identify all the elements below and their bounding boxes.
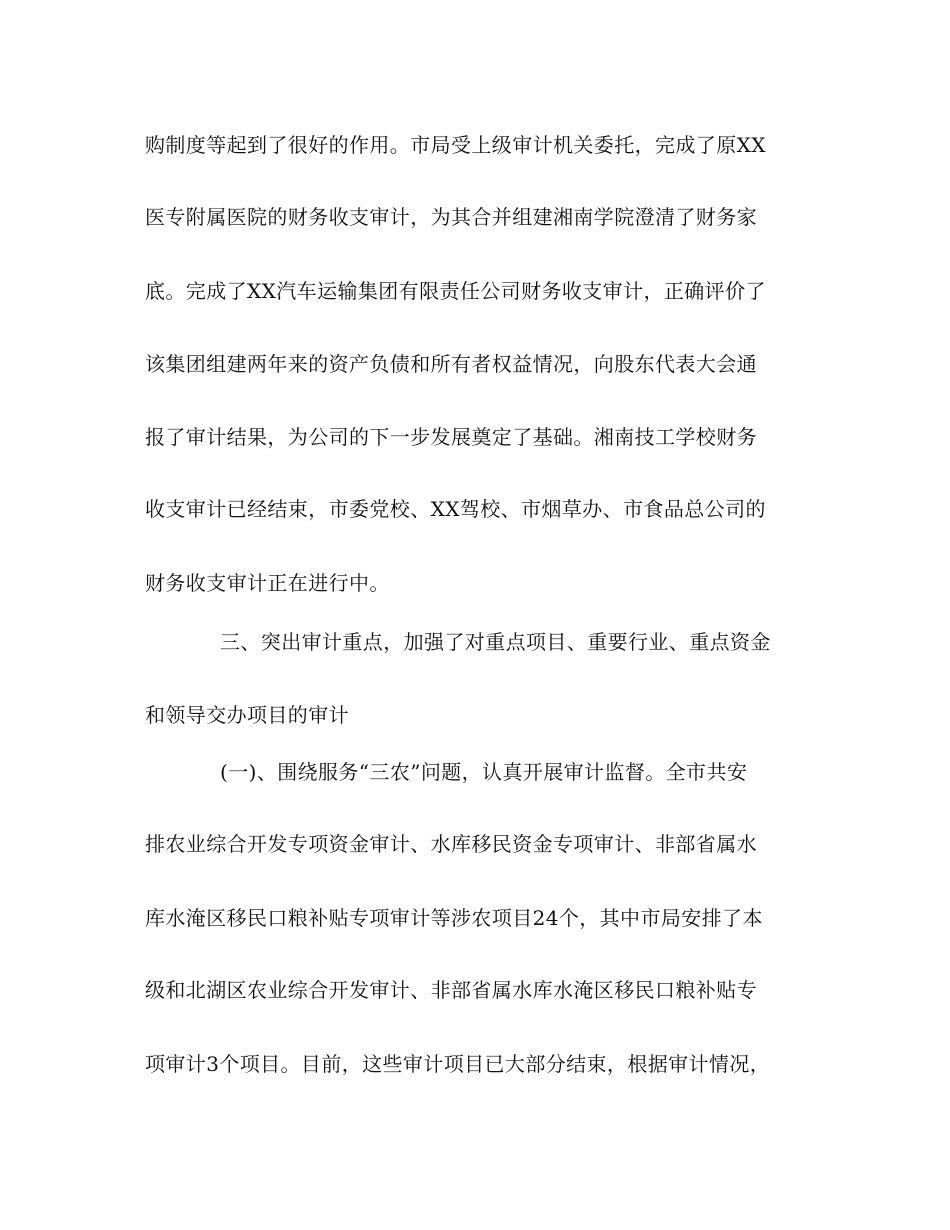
section-heading-line: 三、突出审计重点，加强了对重点项目、重要行业、重点资金 — [220, 630, 771, 654]
body-text-line: 库水淹区移民口粮补贴专项审计等涉农项目24个，其中市局安排了本 — [145, 906, 763, 930]
body-text-line: 医专附属医院的财务收支审计，为其合并组建湘南学院澄清了财务家 — [145, 205, 757, 229]
body-text-line: 报了审计结果，为公司的下一步发展奠定了基础。湘南技工学校财务 — [145, 425, 757, 449]
body-text-line: 收支审计已经结束，市委党校、XX驾校、市烟草办、市食品总公司的 — [145, 497, 766, 521]
body-text-line: 项审计3个项目。目前，这些审计项目已大部分结束，根据审计情况， — [145, 1052, 771, 1076]
body-text-line: 该集团组建两年来的资产负债和所有者权益情况，向股东代表大会通 — [145, 352, 757, 376]
body-text-line: 财务收支审计正在进行中。 — [145, 571, 390, 595]
section-heading-line: 和领导交办项目的审计 — [145, 703, 349, 727]
body-text-line: 购制度等起到了很好的作用。市局受上级审计机关委托，完成了原XX — [145, 133, 766, 157]
body-text-line: 级和北湖区农业综合开发审计、非部省属水库水淹区移民口粮补贴专 — [145, 978, 757, 1002]
body-text-line: 排农业综合开发专项资金审计、水库移民资金专项审计、非部省属水 — [145, 832, 757, 856]
body-text-line: 底。完成了XX汽车运输集团有限责任公司财务收支审计，正确评价了 — [145, 279, 766, 303]
subsection-heading-line: (一)、围绕服务“三农”问题，认真开展审计监督。全市共安 — [220, 760, 748, 784]
